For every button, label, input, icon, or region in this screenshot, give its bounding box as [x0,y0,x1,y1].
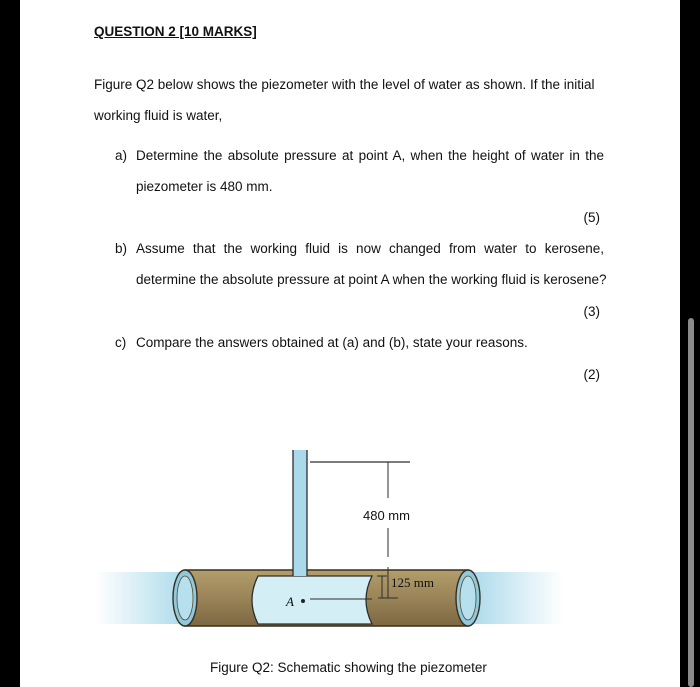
part-c-label: c) [115,335,127,350]
part-b-label: b) [115,241,128,256]
pipe-cutaway [252,576,372,624]
water-flow-right [468,572,563,624]
question-heading: QUESTION 2 [10 MARKS] [94,24,257,39]
part-a-line-2: piezometer is 480 mm. [136,179,273,194]
part-c-marks: (2) [583,367,600,382]
pipe-radius-label: 125 mm [391,575,434,590]
piezometer-tube [293,450,307,576]
part-b-line-1: Assume that the working fluid is now changed from water to kerosene, [136,241,604,256]
height-label: 480 mm [363,508,410,523]
part-c-line-1: Compare the answers obtained at (a) and (b), state your reasons. [136,335,528,350]
part-a-marks: (5) [583,210,600,225]
point-a-label: A [286,594,294,609]
scrollbar-thumb[interactable] [688,318,694,687]
scrollbar-track[interactable] [680,0,700,687]
intro-line-2: working fluid is water, [94,108,223,123]
part-a-label: a) [115,148,128,163]
part-a-line-1: Determine the absolute pressure at point A, when the height of water in the [136,148,604,163]
point-a-dot [301,599,305,603]
part-b-marks: (3) [583,304,600,319]
figure-caption: Figure Q2: Schematic showing the piezometer [210,660,487,675]
part-b-line-2: determine the absolute pressure at point A when the working fluid is kerosene? [136,272,607,287]
intro-line-1: Figure Q2 below shows the piezometer with the level of water as shown. If the initial [94,77,595,92]
